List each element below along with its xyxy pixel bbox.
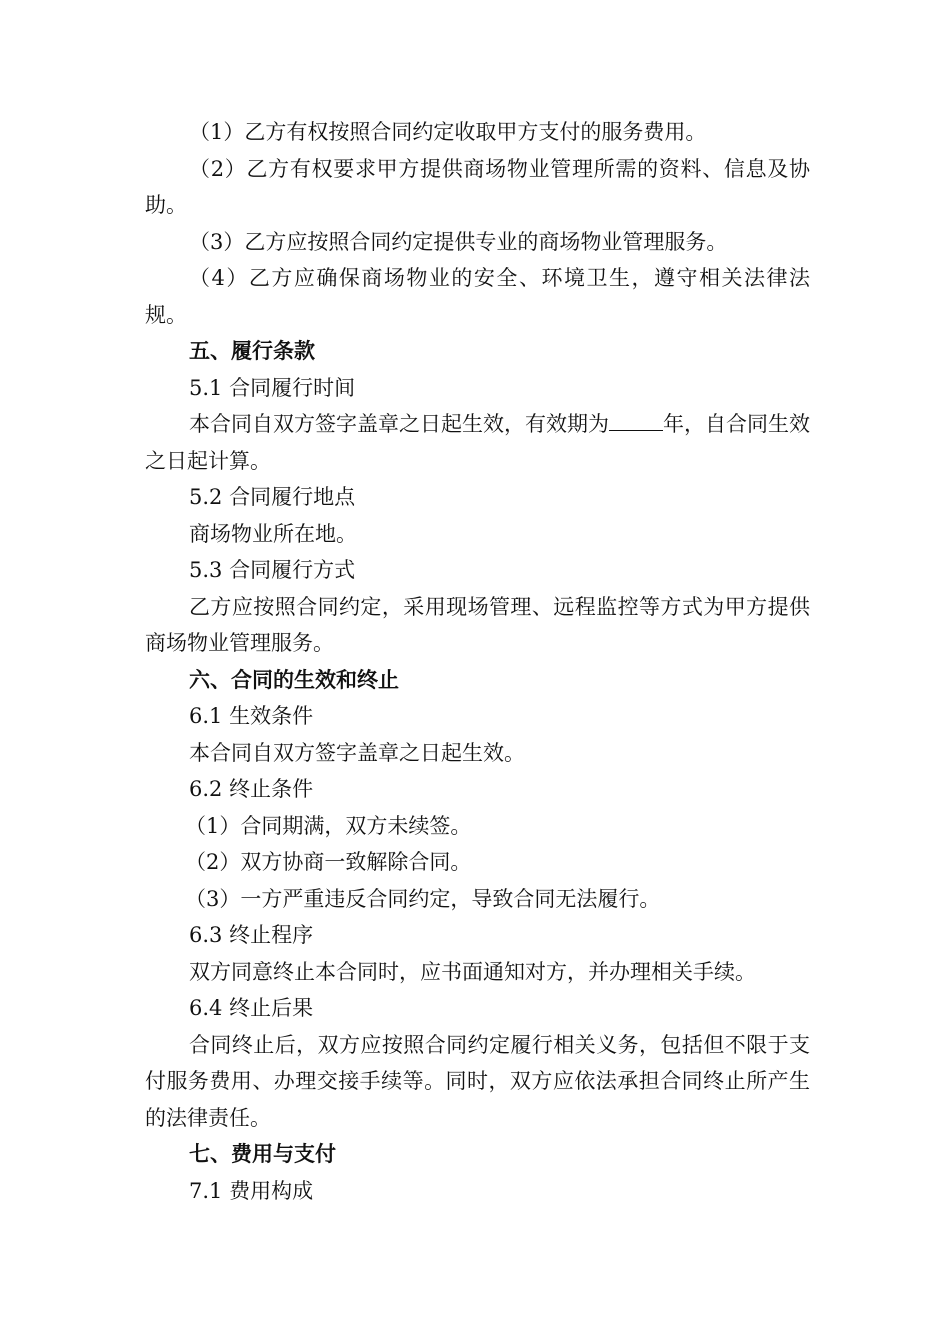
obligation-item-3: （3）乙方应按照合同约定提供专业的商场物业管理服务。 — [189, 229, 728, 254]
paragraph-5-1-after: 年，自合同生效之日起计算。 — [145, 412, 810, 473]
obligation-item-4: （4）乙方应确保商场物业的安全、环境卫生，遵守相关法律法规。 — [145, 266, 810, 327]
term-years-blank — [609, 412, 663, 431]
subsection-6-3: 6.3 终止程序 — [189, 923, 314, 947]
right-item-1: （1）乙方有权按照合同约定收取甲方支付的服务费用。 — [189, 120, 707, 144]
document-body — [145, 114, 810, 1209]
section-heading-6: 六、合同的生效和终止 — [189, 667, 399, 692]
section-heading-7: 七、费用与支付 — [189, 1142, 336, 1166]
section-heading-5: 五、履行条款 — [189, 339, 315, 363]
termination-condition-1: （1）合同期满，双方未续签。 — [185, 813, 472, 838]
paragraph-5-2: 商场物业所在地。 — [189, 521, 357, 546]
termination-condition-2: （2）双方协商一致解除合同。 — [185, 850, 472, 874]
subsection-6-1: 6.1 生效条件 — [189, 704, 314, 728]
subsection-5-1: 5.1 合同履行时间 — [189, 375, 356, 400]
paragraph-5-3: 乙方应按照合同约定，采用现场管理、远程监控等方式为甲方提供商场物业管理服务。 — [145, 594, 810, 655]
paragraph-6-4: 合同终止后，双方应按照合同约定履行相关义务，包括但不限于支付服务费用、办理交接手续等。同时，双方应依法承担合同终止所产生的法律责任。 — [145, 1032, 810, 1130]
subsection-7-1: 7.1 费用构成 — [189, 1178, 314, 1203]
paragraph-5-1-before: 本合同自双方签字盖章之日起生效，有效期为 — [189, 412, 609, 436]
right-item-2: （2）乙方有权要求甲方提供商场物业管理所需的资料、信息及协助。 — [145, 156, 810, 217]
subsection-5-3: 5.3 合同履行方式 — [189, 558, 356, 582]
paragraph-5-1 — [145, 406, 810, 479]
paragraph-6-1: 本合同自双方签字盖章之日起生效。 — [189, 740, 525, 765]
subsection-6-4: 6.4 终止后果 — [189, 996, 314, 1020]
termination-condition-3: （3）一方严重违反合同约定，导致合同无法履行。 — [185, 886, 661, 911]
subsection-6-2: 6.2 终止条件 — [189, 777, 314, 801]
paragraph-6-3: 双方同意终止本合同时，应书面通知对方，并办理相关手续。 — [189, 959, 756, 984]
subsection-5-2: 5.2 合同履行地点 — [189, 485, 356, 509]
